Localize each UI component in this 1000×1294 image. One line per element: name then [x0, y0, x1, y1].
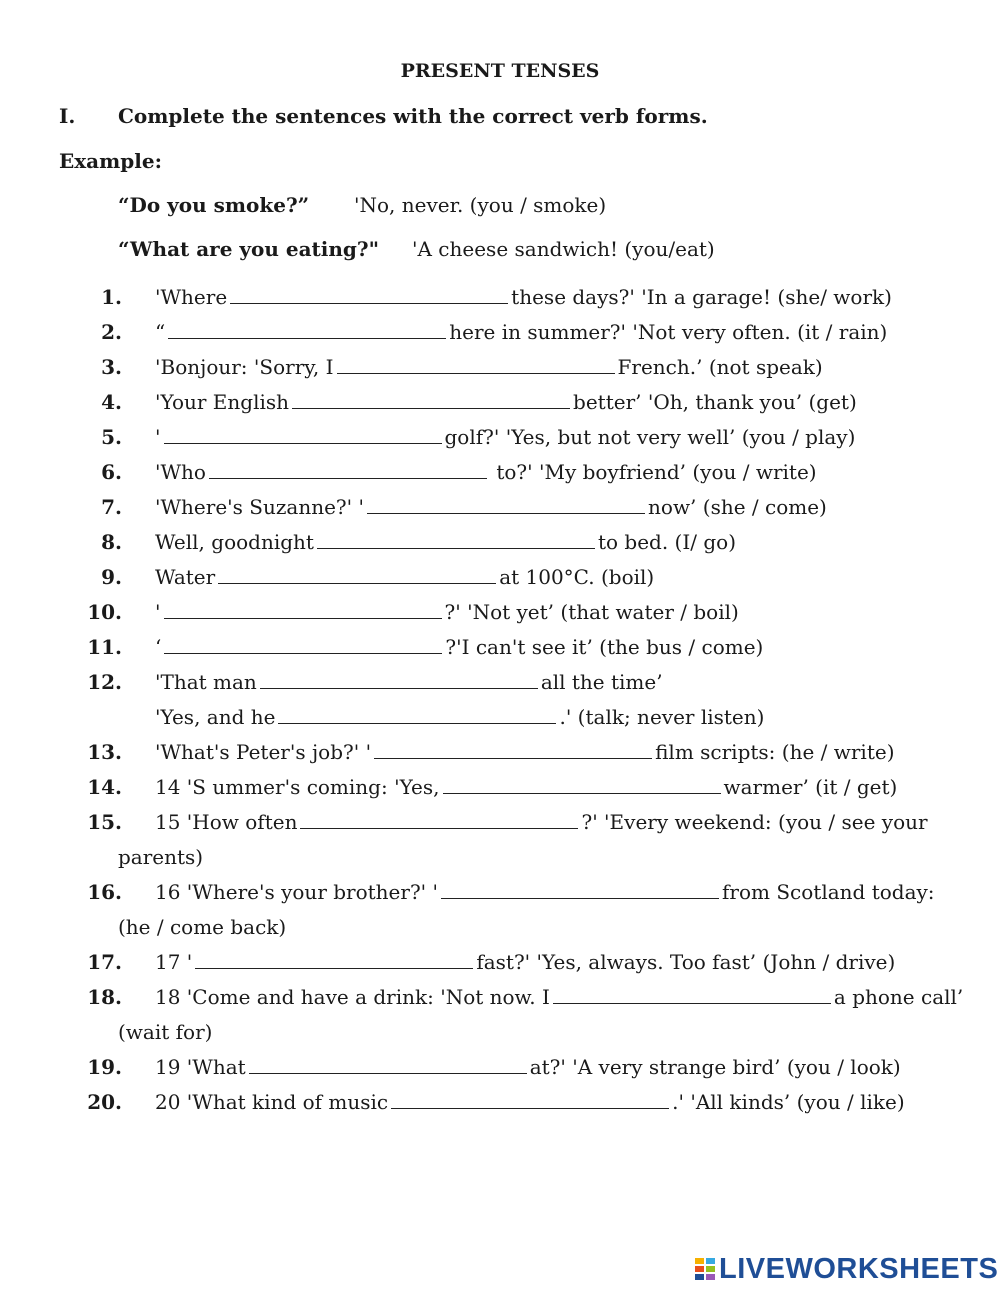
sentence-start: 'Where	[155, 285, 228, 309]
exercise-item	[0, 945, 1000, 980]
exercise-item	[0, 420, 1000, 455]
item-sentence	[155, 805, 950, 840]
sentence-end: better’ 'Oh, thank you’ (get)	[573, 390, 857, 414]
exercise-item	[0, 280, 1000, 315]
exercise-item	[0, 490, 1000, 525]
exercise-item	[0, 735, 1000, 770]
sentence-start: “	[155, 320, 166, 344]
section-heading	[59, 104, 708, 128]
exercise-item	[0, 385, 1000, 420]
item-continuation: (wait for)	[118, 1020, 213, 1044]
exercise-item	[0, 875, 1000, 945]
example-line	[118, 237, 715, 261]
item-sentence	[155, 630, 950, 665]
answer-blank[interactable]	[278, 703, 556, 724]
item-number: 15.	[87, 810, 122, 834]
item-sentence-second-line	[155, 700, 950, 735]
logo-text: LIVEWORKSHEETS	[719, 1252, 999, 1285]
sentence-start: 'Who	[155, 460, 206, 484]
answer-blank[interactable]	[300, 808, 578, 829]
sentence-start: 'That man	[155, 670, 257, 694]
exercise-item	[0, 770, 1000, 805]
liveworksheets-logo	[694, 1254, 998, 1284]
item-number: 17.	[87, 950, 122, 974]
item-number: 2.	[101, 320, 122, 344]
exercise-item	[0, 350, 1000, 385]
item-sentence	[155, 945, 950, 980]
sentence-end: at 100°C. (boil)	[499, 565, 655, 589]
sentence-start: '	[155, 425, 161, 449]
sentence-end: a phone call’	[833, 985, 964, 1009]
example-question: “Do you smoke?”	[118, 193, 310, 217]
answer-blank[interactable]	[209, 458, 487, 479]
exercise-item	[0, 1050, 1000, 1085]
item-sentence	[155, 560, 950, 595]
answer-blank[interactable]	[337, 353, 615, 374]
sentence-start: 15 'How often	[155, 810, 298, 834]
sentence-start: 'Bonjour: 'Sorry, I	[155, 355, 334, 379]
answer-blank[interactable]	[260, 668, 538, 689]
sentence-start: 18 'Come and have a drink: 'Not now. I	[155, 985, 550, 1009]
sentence-end: fast?' 'Yes, always. Too fast’ (John / drive)	[476, 950, 896, 974]
sentence-start: Well, goodnight	[155, 530, 314, 554]
item-number: 6.	[101, 460, 122, 484]
sentence-end: ?'I can't see it’ (the bus / come)	[445, 635, 764, 659]
item-sentence	[155, 350, 950, 385]
item-number: 4.	[101, 390, 122, 414]
item-number: 9.	[101, 565, 122, 589]
answer-blank[interactable]	[367, 493, 645, 514]
sentence-start: 'Yes, and he	[155, 705, 276, 729]
item-number: 20.	[87, 1090, 122, 1114]
sentence-end: French.’ (not speak)	[617, 355, 823, 379]
item-number: 11.	[87, 635, 122, 659]
item-sentence	[155, 1050, 950, 1085]
exercise-item	[0, 805, 1000, 875]
sentence-end: .' (talk; never listen)	[559, 705, 765, 729]
exercise-item	[0, 630, 1000, 665]
sentence-end: warmer’ (it / get)	[723, 775, 898, 799]
item-sentence	[155, 875, 950, 910]
answer-blank[interactable]	[230, 283, 508, 304]
sentence-start: Water	[155, 565, 216, 589]
answer-blank[interactable]	[164, 598, 442, 619]
exercise-item	[0, 595, 1000, 630]
exercise-item	[0, 665, 1000, 735]
sentence-start: 'Your English	[155, 390, 290, 414]
sentence-start: 20 'What kind of music	[155, 1090, 389, 1114]
exercise-item	[0, 455, 1000, 490]
example-line	[118, 193, 606, 217]
answer-blank[interactable]	[317, 528, 595, 549]
item-number: 13.	[87, 740, 122, 764]
exercise-list	[0, 280, 1000, 1120]
answer-blank[interactable]	[443, 773, 721, 794]
item-number: 18.	[87, 985, 122, 1009]
answer-blank[interactable]	[441, 878, 719, 899]
item-sentence	[155, 280, 950, 315]
item-number: 8.	[101, 530, 122, 554]
item-number: 7.	[101, 495, 122, 519]
item-number: 19.	[87, 1055, 122, 1079]
item-continuation: parents)	[118, 845, 204, 869]
answer-blank[interactable]	[168, 318, 446, 339]
sentence-end: these days?' 'In a garage! (she/ work)	[511, 285, 892, 309]
sentence-start: 'What's Peter's job?' '	[155, 740, 372, 764]
sentence-end: from Scotland today:	[722, 880, 935, 904]
exercise-item	[0, 560, 1000, 595]
sentence-end: .' 'All kinds’ (you / like)	[672, 1090, 905, 1114]
item-number: 12.	[87, 670, 122, 694]
item-sentence	[155, 735, 950, 770]
item-continuation: (he / come back)	[118, 915, 287, 939]
item-sentence	[155, 525, 950, 560]
exercise-item	[0, 525, 1000, 560]
sentence-end: ?' 'Not yet’ (that water / boil)	[444, 600, 739, 624]
item-number: 5.	[101, 425, 122, 449]
sentence-start: 17 '	[155, 950, 193, 974]
sentence-start: 'Where's Suzanne?' '	[155, 495, 365, 519]
item-sentence	[155, 595, 950, 630]
sentence-start: 16 'Where's your brother?' '	[155, 880, 439, 904]
sentence-end: to bed. (I/ go)	[597, 530, 737, 554]
example-question: “What are you eating?"	[118, 237, 380, 261]
sentence-end: at?' 'A very strange bird’ (you / look)	[529, 1055, 901, 1079]
item-sentence	[155, 490, 950, 525]
item-number: 3.	[101, 355, 122, 379]
answer-blank[interactable]	[374, 738, 652, 759]
answer-blank[interactable]	[292, 388, 570, 409]
item-sentence	[155, 1085, 950, 1120]
item-sentence	[155, 665, 950, 700]
exercise-item	[0, 1085, 1000, 1120]
item-sentence	[155, 315, 950, 350]
answer-blank[interactable]	[553, 983, 831, 1004]
item-number: 1.	[101, 285, 122, 309]
sentence-end: now’ (she / come)	[648, 495, 827, 519]
item-sentence	[155, 980, 964, 1015]
example-label: Example:	[59, 149, 162, 173]
exercise-item	[0, 980, 1000, 1050]
answer-blank[interactable]	[391, 1088, 669, 1109]
item-sentence	[155, 455, 950, 490]
section-instruction: Complete the sentences with the correct verb forms.	[118, 104, 708, 128]
section-number: I.	[59, 104, 76, 128]
sentence-end: here in summer?' 'Not very often. (it / rain)	[449, 320, 888, 344]
answer-blank[interactable]	[164, 633, 442, 654]
sentence-start: 14 'S ummer's coming: 'Yes,	[155, 775, 440, 799]
item-sentence	[155, 770, 950, 805]
answer-blank[interactable]	[195, 948, 473, 969]
answer-blank[interactable]	[249, 1053, 527, 1074]
item-number: 16.	[87, 880, 122, 904]
answer-blank[interactable]	[218, 563, 496, 584]
sentence-start: ‘	[155, 635, 162, 659]
page-title: PRESENT TENSES	[400, 60, 600, 82]
exercise-item	[0, 315, 1000, 350]
sentence-end: film scripts: (he / write)	[655, 740, 895, 764]
answer-blank[interactable]	[164, 423, 442, 444]
item-number: 10.	[87, 600, 122, 624]
item-number: 14.	[87, 775, 122, 799]
sentence-end: golf?' 'Yes, but not very well’ (you / play)	[444, 425, 856, 449]
sentence-start: 19 'What	[155, 1055, 246, 1079]
liveworksheets-logo-icon	[694, 1256, 716, 1282]
example-answer: 'No, never. (you / smoke)	[354, 193, 607, 217]
sentence-start: '	[155, 600, 161, 624]
sentence-end: ?' 'Every weekend: (you / see your	[581, 810, 928, 834]
sentence-end: to?' 'My boyfriend’ (you / write)	[489, 460, 817, 484]
example-answer: 'A cheese sandwich! (you/eat)	[412, 237, 715, 261]
sentence-end: all the time’	[540, 670, 663, 694]
item-sentence	[155, 420, 950, 455]
item-sentence	[155, 385, 950, 420]
